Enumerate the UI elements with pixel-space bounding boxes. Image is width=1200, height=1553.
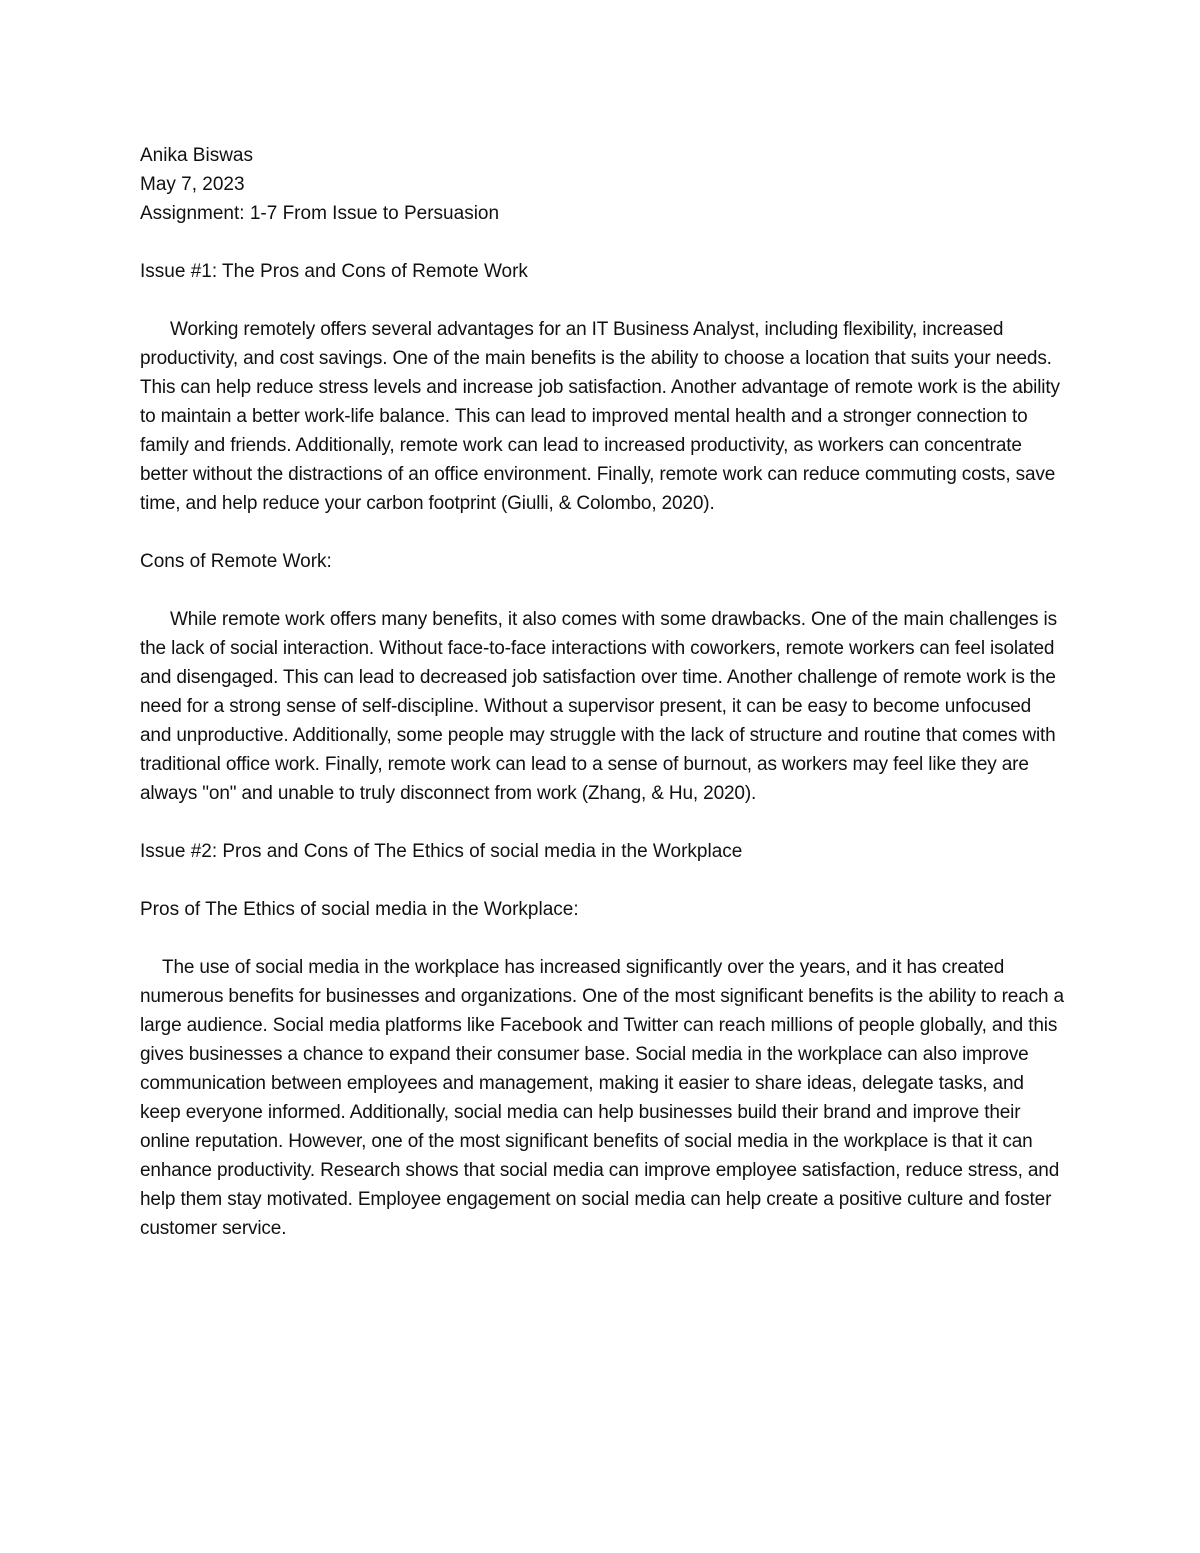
assignment-title: Assignment: 1-7 From Issue to Persuasion: [140, 203, 500, 224]
issue1-cons-heading: Cons of Remote Work:: [140, 551, 332, 572]
issue2-pros-paragraph: The use of social media in the workplace has increased significantly over the years, and it has created numerous benefits for businesses and organizations. One of the most significant benefits is the ability to reach a large audience. Social media platforms like Facebook and Twitter can reach millions of people globally, and this gives businesses a chance to expand their consumer base. Social media in the workplace can also improve communication between employees and management, making it easier to share ideas, delegate tasks, and keep everyone informed. Additionally, social media can help businesses build their brand and improve their online reputation. However, one of the most significant benefits of social media in the workplace is that it can enhance productivity. Research shows that social media can improve employee satisfaction, reduce stress, and help them stay motivated. Employee engagement on social media can help create a positive culture and foster customer service.: [140, 957, 1064, 1239]
document-date: May 7, 2023: [140, 174, 245, 195]
issue2-heading: Issue #2: Pros and Cons of The Ethics of social media in the Workplace: [140, 841, 743, 862]
issue1-cons-paragraph: While remote work offers many benefits, it also comes with some drawbacks. One of the main challenges is the lack of social interaction. Without face-to-face interactions with coworkers, remote workers can feel isolated and disengaged. This can lead to decreased job satisfaction over time. Another challenge of remote work is the need for a strong sense of self-discipline. Without a supervisor present, it can be easy to become unfocused and unproductive. Additionally, some people may struggle with the lack of structure and routine that comes with traditional office work. Finally, remote work can lead to a sense of burnout, as workers may feel like they are always "on" and unable to truly disconnect from work (Zhang, & Hu, 2020).: [140, 609, 1057, 804]
document-body: [140, 141, 1065, 1243]
issue1-pros-paragraph: Working remotely offers several advantages for an IT Business Analyst, including flexibility, increased productivity, and cost savings. One of the main benefits is the ability to choose a location that suits your needs. This can help reduce stress levels and increase job satisfaction. Another advantage of remote work is the ability to maintain a better work-life balance. This can lead to improved mental health and a stronger connection to family and friends. Additionally, remote work can lead to increased productivity, as workers can concentrate better without the distractions of an office environment. Finally, remote work can reduce commuting costs, save time, and help reduce your carbon footprint (Giulli, & Colombo, 2020).: [140, 319, 1060, 514]
issue1-heading: Issue #1: The Pros and Cons of Remote Work: [140, 261, 528, 282]
author-name: Anika Biswas: [140, 145, 253, 166]
issue2-pros-heading: Pros of The Ethics of social media in the Workplace:: [140, 899, 579, 920]
